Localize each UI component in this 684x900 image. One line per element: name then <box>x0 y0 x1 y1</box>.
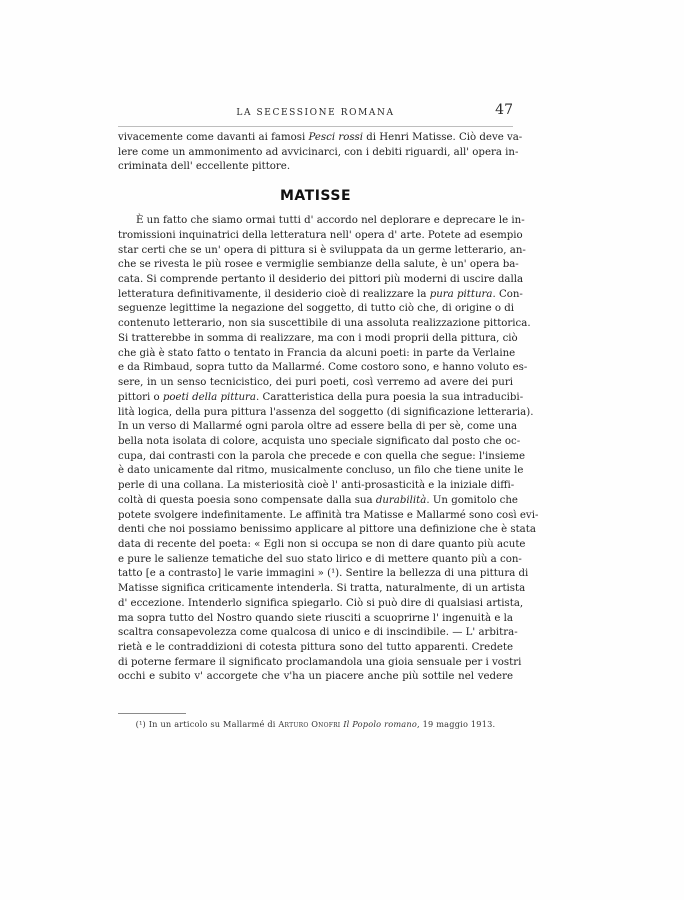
text-line: e pure le salienze tematiche del suo stato lirico e di mettere quanto più a con- <box>118 553 522 565</box>
text-line: ma sopra tutto del Nostro quando siete riusciti a scuoprirne l' ingenuità e la <box>118 612 513 624</box>
text-line: d' eccezione. Intenderlo significa spiegarlo. Ciò si può dire di qualsiasi artista, <box>118 597 524 609</box>
header-rule <box>118 126 513 127</box>
text-line: È un fatto che siamo ormai tutti d' accordo nel deplorare e deprecare le in- <box>136 215 525 227</box>
text-line: occhi e subito v' accorgete che v'ha un piacere anche più sottile nel vedere <box>118 671 513 683</box>
text-line: lere come un ammonimento ad avvicinarci, con i debiti riguardi, all' opera in- <box>118 146 519 158</box>
page-number: 47 <box>495 102 513 118</box>
text-line: è dato unicamente dal ritmo, musicalmente concluso, un filo che tiene unite le <box>118 465 524 477</box>
text-line: contenuto letterario, non sia suscettibile di una assoluta realizzazione pittorica. <box>118 318 531 330</box>
text-line: che se rivesta le più rosee e vermiglie sembianze della salute, è un' opera ba- <box>118 259 519 271</box>
text-line: scaltra consapevolezza come qualcosa di unico e di inscindibile. — L' arbitra- <box>118 627 518 639</box>
text-line: che già è stato fatto o tentato in Francia da alcuni poeti: in parte da Verlaine <box>118 347 516 359</box>
text-line: cata. Si comprende pertanto il desiderio dei pittori più moderni di uscire dalla <box>118 274 524 286</box>
body-text <box>118 131 539 685</box>
text-line: cupa, dai contrasti con la parola che precede e con quella che segue: l'insieme <box>118 450 526 462</box>
text-line: e da Rimbaud, sopra tutto da Mallarmé. Come costoro sono, e hanno voluto es- <box>118 362 528 374</box>
text-line: star certi che se un' opera di pittura si è sviluppata da un germe letterario, an- <box>118 244 526 256</box>
text-line: rietà e le contraddizioni di cotesta pittura sono del tutto apparenti. Credete <box>118 642 513 653</box>
text-line: Si tratterebbe in somma di realizzare, ma con i modi proprii della pittura, ciò <box>118 332 518 344</box>
text-line: seguenze legittime la negazione del soggetto, di tutto ciò che, di origine o di <box>118 303 515 315</box>
text-line: letteratura definitivamente, il desiderio cioè di realizzare la pura pittura. Con- <box>118 288 523 300</box>
text-line: vivacemente come davanti ai famosi Pesci rossi di Henri Matisse. Ciò deve va- <box>118 132 523 143</box>
text-line: bella nota isolata di colore, acquista uno speciale significato dal posto che oc- <box>118 435 521 447</box>
footnote-rule <box>118 713 186 714</box>
text-line: sere, in un senso tecnicistico, dei puri poeti, così verremo ad avere dei puri <box>118 377 513 389</box>
footnote: (¹) In un articolo su Mallarmé di Arturo Onofri Il Popolo romano, 19 maggio 1913. <box>135 719 496 729</box>
text-line: In un verso di Mallarmé ogni parola oltre ad essere bella di per sè, come una <box>118 421 518 433</box>
text-line: di poterne fermare il significato proclamandola una gioia sensuale per i vostri <box>118 656 522 668</box>
text-line: pittori o poeti della pittura. Caratteristica della pura poesia la sua intraducibi- <box>118 391 524 403</box>
page-header <box>118 104 513 124</box>
section-title: MATISSE <box>279 188 352 205</box>
text-line: tromissioni inquinatrici della letteratura nell' opera d' arte. Potete ad esempio <box>118 229 523 241</box>
text-line: lità logica, della pura pittura l'assenza del soggetto (di significazione letteraria). <box>118 406 534 418</box>
text-line: tatto [e a contrasto] le varie immagini » (¹). Sentire la bellezza di una pittura di <box>118 568 529 580</box>
text-line: data di recente del poeta: « Egli non si occupa se non di dare quanto più acute <box>118 538 526 550</box>
text-line: perle di una collana. La misteriosità cioè l' anti-prosasticità e la iniziale diffi- <box>118 480 515 492</box>
text-line: potete svolgere indefinitamente. Le affinità tra Matisse e Mallarmé sono così evi- <box>118 509 539 521</box>
text-line: coltà di questa poesia sono compensate dalla sua durabilità. Un gomitolo che <box>118 494 518 506</box>
text-line: Matisse significa criticamente intenderla. Si tratta, naturalmente, di un artista <box>118 583 526 595</box>
text-line: criminata dell' eccellente pittore. <box>118 161 291 173</box>
running-head: LA SECESSIONE ROMANA <box>236 108 395 118</box>
text-line: denti che noi possiamo benissimo applicare al pittore una definizione che è stata <box>118 524 536 536</box>
